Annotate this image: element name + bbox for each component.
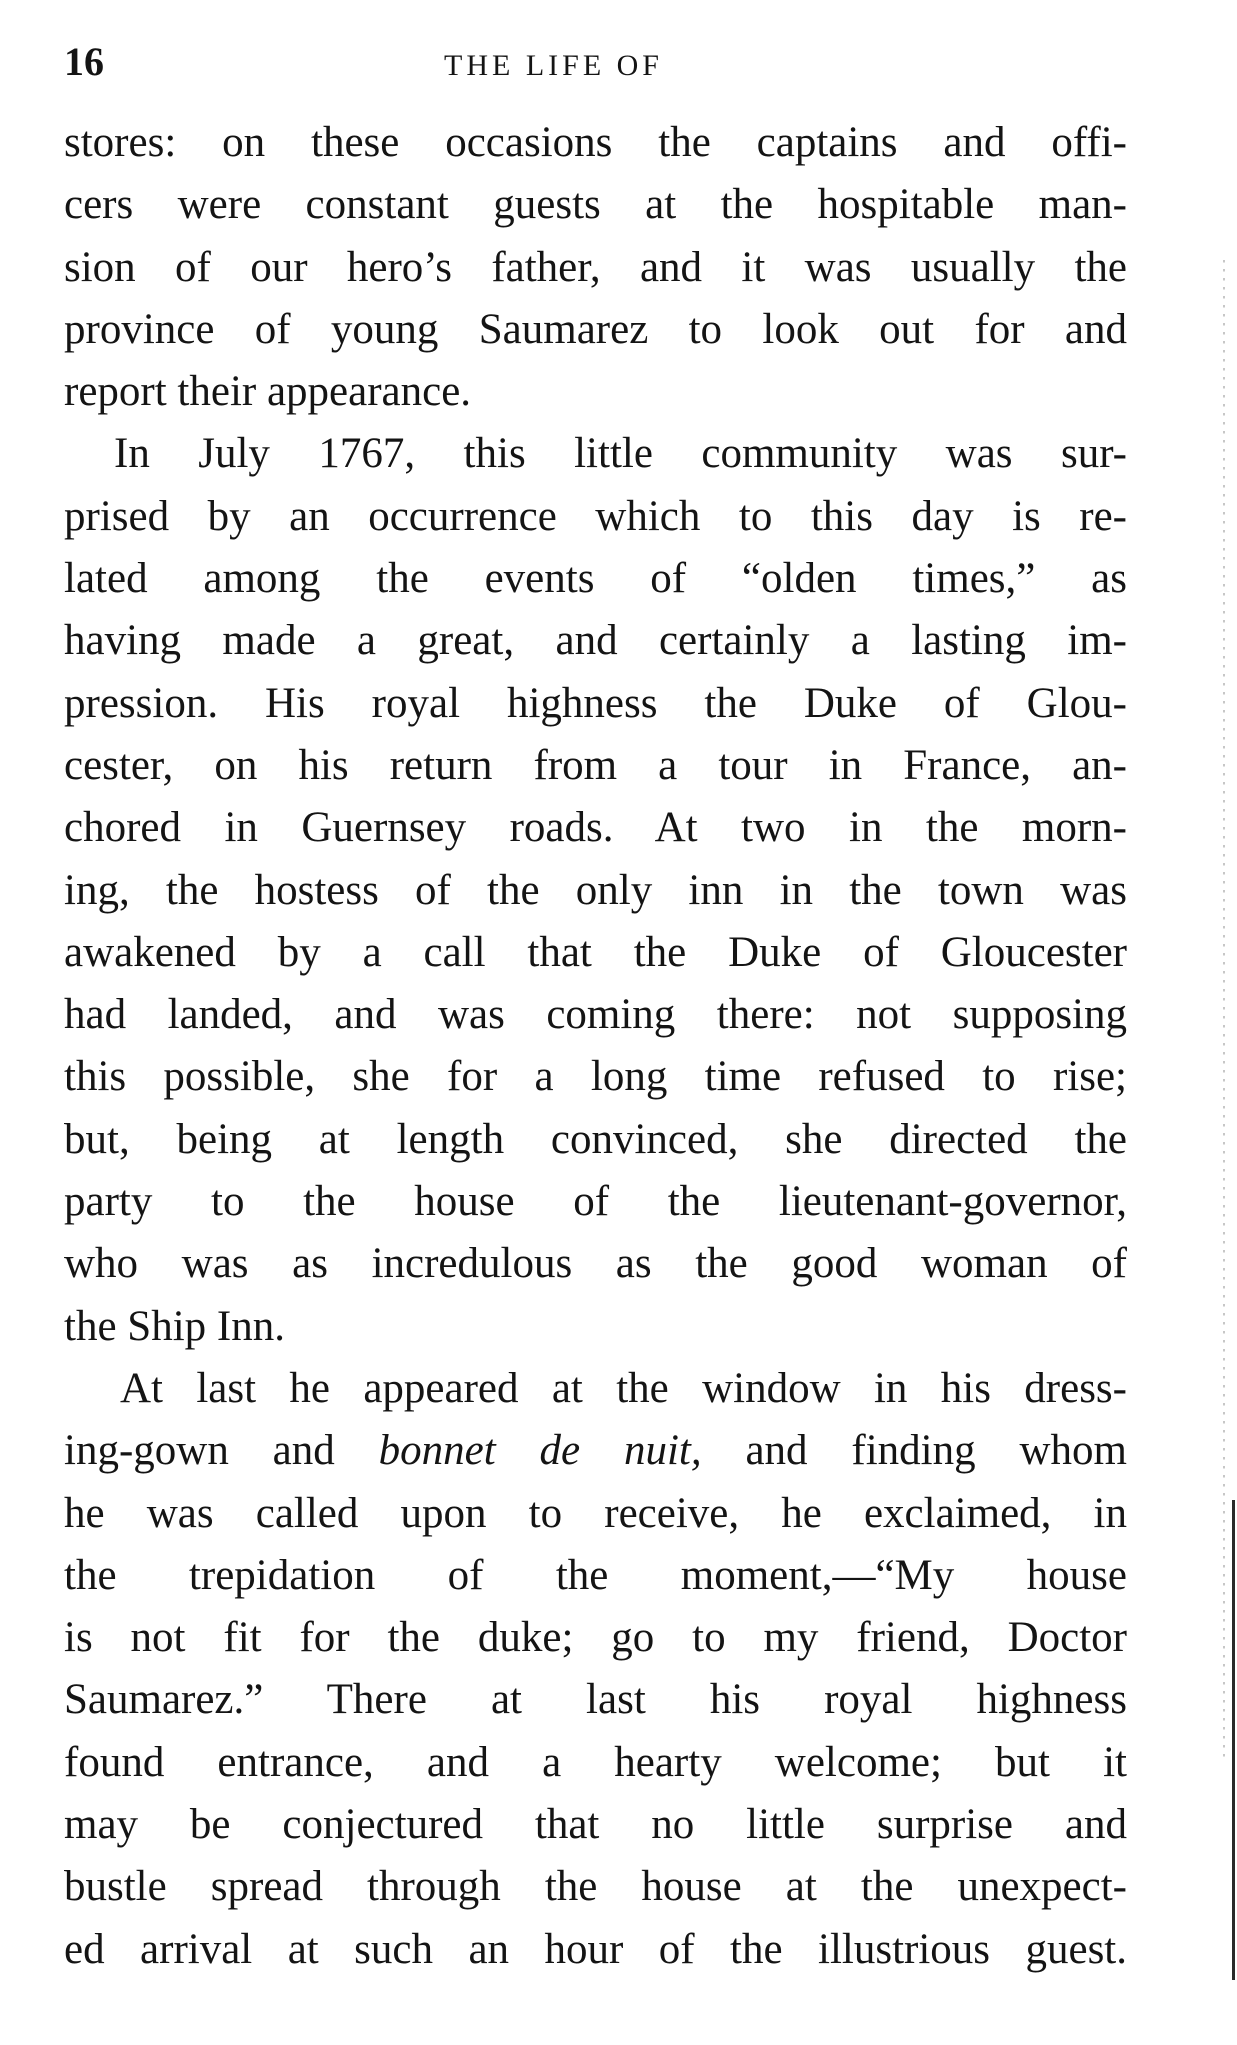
text-line: Saumarez.” There at last his royal highness [64, 1676, 1127, 1724]
paragraph [64, 1358, 1127, 1981]
text-line: prised by an occurrence which to this day is re- [64, 492, 1127, 540]
text-line: ing, the hostess of the only inn in the town was [64, 866, 1127, 914]
text-line: cester, on his return from a tour in France, an- [64, 741, 1127, 789]
text-line: chored in Guernsey roads. At two in the morn- [64, 804, 1127, 852]
text-line: found entrance, and a hearty welcome; but it [64, 1738, 1127, 1786]
text-line: At last he appeared at the window in his dress- [120, 1364, 1127, 1412]
text-line: In July 1767, this little community was sur- [114, 430, 1127, 478]
text-line: had landed, and was coming there: not supposing [64, 991, 1127, 1039]
text-line: cers were constant guests at the hospitable man- [64, 181, 1127, 229]
text-line: the trepidation of the moment,—“My house [64, 1551, 1127, 1599]
text-line: stores: on these occasions the captains and offi- [64, 119, 1127, 166]
text-line: the Ship Inn. [64, 1302, 285, 1350]
text-line: is not fit for the duke; go to my friend, Doctor [64, 1614, 1127, 1662]
text-segment: and finding whom [745, 1427, 1127, 1475]
text-line-with-italic [64, 1420, 1127, 1482]
text-line: report their appearance. [64, 368, 472, 416]
text-segment: ing-gown and [64, 1427, 335, 1475]
text-line: party to the house of the lieutenant-governor, [64, 1178, 1127, 1226]
text-line: bustle spread through the house at the unexpect- [64, 1863, 1127, 1911]
italic-phrase: bonnet de nuit, [378, 1427, 702, 1475]
text-line: but, being at length convinced, she directed the [64, 1115, 1127, 1163]
body-text [64, 112, 1127, 1981]
text-line: having made a great, and certainly a lasting im- [64, 617, 1127, 665]
text-line: province of young Saumarez to look out for and [64, 305, 1127, 353]
page-edge-shadow [1232, 1500, 1235, 1980]
page-number: 16 [64, 39, 104, 84]
text-line: ed arrival at such an hour of the illustrious guest. [64, 1925, 1127, 1973]
page-header [64, 34, 1124, 90]
paragraph [64, 423, 1127, 1357]
page-edge-texture [1223, 260, 1225, 1760]
text-line: lated among the events of “olden times,” as [64, 555, 1127, 603]
running-head: THE LIFE OF [444, 49, 663, 82]
text-line: he was called upon to receive, he exclaimed, in [64, 1489, 1127, 1537]
text-line: who was as incredulous as the good woman of [64, 1240, 1127, 1288]
text-line: awakened by a call that the Duke of Gloucester [64, 928, 1127, 976]
paragraph [64, 112, 1127, 423]
text-line: sion of our hero’s father, and it was usually the [64, 243, 1127, 291]
text-line: pression. His royal highness the Duke of Glou- [64, 679, 1127, 727]
text-line: this possible, she for a long time refused to rise; [64, 1053, 1127, 1101]
text-line: may be conjectured that no little surprise and [64, 1801, 1127, 1849]
